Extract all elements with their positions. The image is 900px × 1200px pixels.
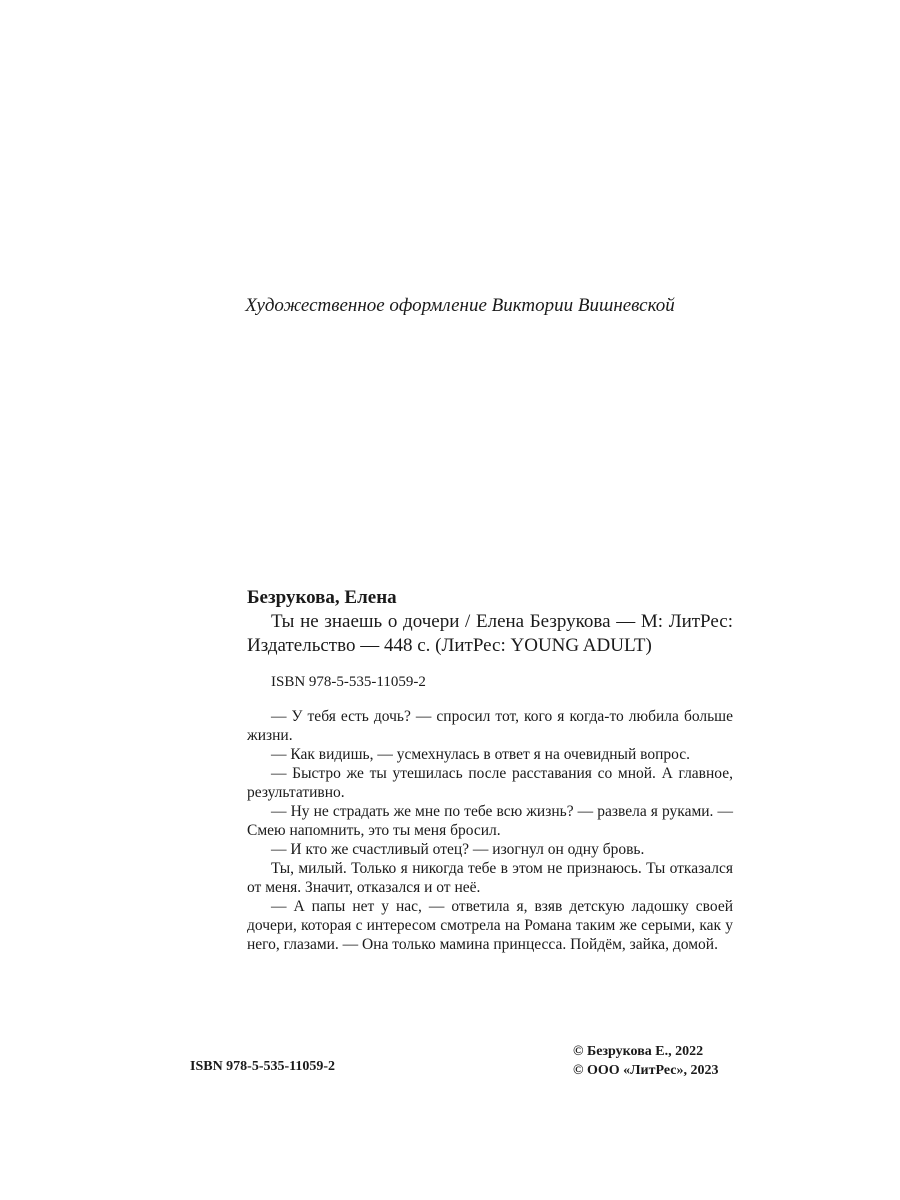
annotation-paragraph: — Быстро же ты утешилась после расставания со мной. А главное, результативно.	[247, 765, 733, 801]
copyright-publisher: © ООО «ЛитРес», 2023	[573, 1063, 719, 1078]
copyright-author: © Безрукова Е., 2022	[573, 1044, 704, 1059]
annotation	[247, 707, 733, 954]
footer-isbn: ISBN 978-5-535-11059-2	[190, 1059, 336, 1074]
catalog-record	[247, 586, 733, 954]
annotation-paragraph: — Ну не страдать же мне по тебе всю жизнь? — развела я руками. — Смею напомнить, это ты меня бросил.	[247, 803, 733, 839]
author-heading: Безрукова, Елена	[247, 587, 397, 608]
annotation-paragraph: — Как видишь, — усмехнулась в ответ я на очевидный вопрос.	[271, 746, 691, 763]
copyright-block	[573, 1042, 718, 1080]
bibliographic-description: Ты не знаешь о дочери / Елена Безрукова — М: ЛитРес: Издательство — 448 с. (ЛитРес: YOUNG ADULT)	[247, 611, 733, 656]
annotation-paragraph: — И кто же счастливый отец? — изогнул он одну бровь.	[271, 841, 645, 858]
design-credit: Художественное оформление Виктории Вишневской	[245, 295, 675, 316]
annotation-paragraph: Ты, милый. Только я никогда тебе в этом не признаюсь. Ты отказался от меня. Значит, отказался и от неё.	[247, 860, 733, 896]
annotation-paragraph: — У тебя есть дочь? — спросил тот, кого я когда-то любила больше жизни.	[247, 708, 733, 744]
catalog-isbn: ISBN 978-5-535-11059-2	[271, 674, 426, 690]
annotation-paragraph: — А папы нет у нас, — ответила я, взяв детскую ладошку своей дочери, которая с интересом смотрела на Романа таким же серыми, как у него, глазами. — Она только мамина принцесса. Пойдём, зайка, домой.	[247, 898, 733, 953]
